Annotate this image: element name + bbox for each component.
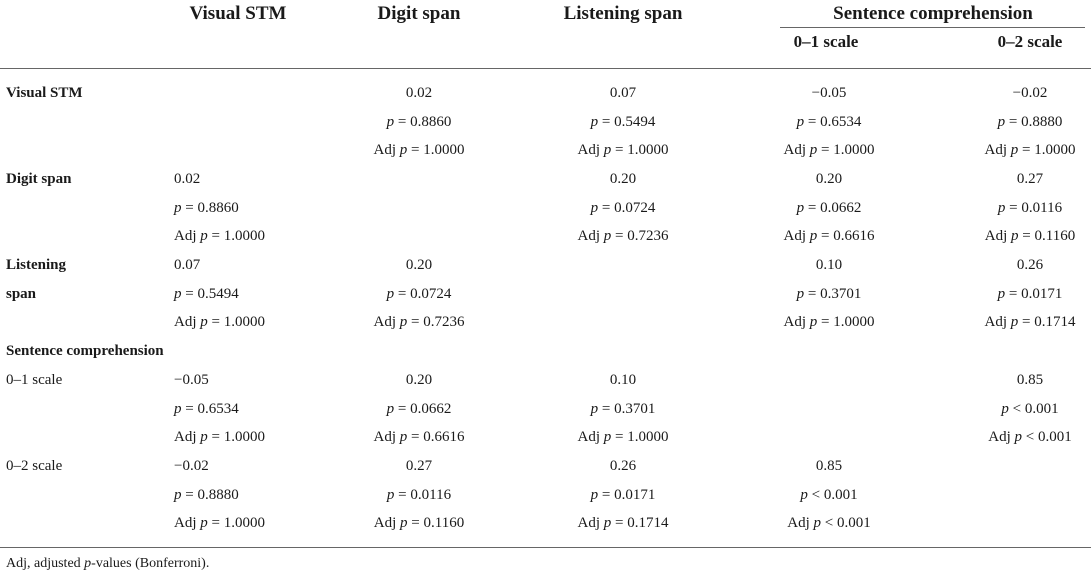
- p-operator: <: [1022, 429, 1038, 446]
- p-symbol: p: [997, 113, 1006, 130]
- p-operator: =: [181, 400, 198, 417]
- cell-coefficient: [406, 372, 432, 389]
- p-value: 0.8880: [197, 486, 239, 503]
- p-operator: =: [394, 113, 411, 130]
- p-symbol: p: [174, 400, 182, 417]
- cell-adjusted-p-value: [985, 142, 1076, 159]
- p-symbol: p: [399, 429, 408, 446]
- p-value: 0.0662: [410, 400, 452, 417]
- cell-p-value: [797, 286, 862, 303]
- p-symbol: p: [603, 228, 612, 245]
- coefficient-value: 0.85: [815, 458, 843, 474]
- row-label-visual-stm: Visual STM: [6, 85, 83, 101]
- p-symbol: p: [603, 515, 612, 532]
- p-operator: =: [207, 429, 224, 446]
- p-operator: =: [394, 486, 411, 503]
- p-operator: <: [821, 515, 837, 532]
- subheader-0-1-scale: 0–1 scale: [793, 32, 859, 51]
- adjusted-p-value: 0.001: [1037, 429, 1072, 446]
- coefficient-value: −0.05: [174, 372, 209, 388]
- cell-coefficient: [406, 458, 432, 475]
- adjusted-p-value: 1.0000: [1034, 142, 1076, 159]
- coefficient-value: 0.10: [815, 257, 843, 273]
- cell-coefficient: [816, 257, 842, 274]
- p-symbol: p: [590, 113, 599, 130]
- cell-adjusted-p-value: [578, 515, 669, 532]
- adj-prefix: Adj: [984, 228, 1012, 245]
- coefficient-value: 0.02: [405, 85, 433, 101]
- p-value: 0.6534: [820, 113, 862, 130]
- p-operator: =: [598, 113, 615, 130]
- p-operator: =: [1018, 142, 1035, 159]
- p-operator: =: [407, 429, 424, 446]
- p-symbol: p: [174, 285, 182, 302]
- p-symbol: p: [200, 515, 208, 532]
- adj-prefix: Adj: [174, 515, 201, 532]
- subheader-0-2-scale: 0–2 scale: [997, 32, 1063, 51]
- adjusted-p-value: 1.0000: [223, 515, 265, 532]
- adj-prefix: Adj: [783, 314, 810, 331]
- p-operator: =: [1018, 228, 1035, 245]
- adjusted-p-value: 1.0000: [627, 142, 669, 159]
- adjusted-p-value: 1.0000: [223, 314, 265, 331]
- p-symbol: p: [590, 486, 599, 503]
- header-listening-span: Listening span: [563, 3, 683, 24]
- cell-adjusted-p-value: [578, 228, 669, 245]
- adjusted-p-value: 0.1160: [1034, 228, 1076, 245]
- adjusted-p-value: 0.1160: [423, 515, 465, 532]
- p-symbol: p: [399, 314, 408, 331]
- cell-coefficient: [174, 171, 200, 188]
- cell-coefficient: [1017, 171, 1043, 188]
- p-symbol: p: [399, 142, 408, 159]
- p-value: 0.5494: [197, 285, 239, 302]
- adj-prefix: Adj: [577, 228, 604, 245]
- p-symbol: p: [796, 285, 805, 302]
- row-label-sentence-comprehension: Sentence comprehension: [6, 343, 164, 359]
- p-operator: =: [407, 142, 424, 159]
- p-operator: <: [1008, 400, 1025, 417]
- cell-coefficient: [406, 257, 432, 274]
- coefficient-value: 0.20: [405, 257, 433, 273]
- p-value: 0.001: [1024, 400, 1059, 417]
- p-operator: =: [181, 486, 198, 503]
- adj-prefix: Adj: [783, 228, 810, 245]
- cell-p-value: [387, 286, 452, 303]
- p-symbol: p: [796, 113, 805, 130]
- coefficient-value: 0.20: [815, 171, 843, 187]
- p-symbol: p: [1010, 314, 1019, 331]
- p-operator: =: [804, 285, 821, 302]
- adjusted-p-value: 0.6616: [423, 429, 465, 446]
- p-operator: =: [181, 199, 198, 216]
- header-digit-span: Digit span: [377, 3, 461, 24]
- p-symbol: p: [1014, 429, 1023, 446]
- cell-coefficient: [610, 85, 636, 102]
- cell-adjusted-p-value: [784, 142, 875, 159]
- cell-adjusted-p-value: [174, 228, 265, 245]
- p-value: 0.8860: [197, 199, 239, 216]
- p-operator: =: [181, 285, 198, 302]
- p-value: 0.0171: [614, 486, 656, 503]
- adjusted-p-value: 0.1714: [627, 515, 669, 532]
- p-operator: =: [407, 515, 424, 532]
- adj-prefix: Adj: [577, 429, 604, 446]
- cell-adjusted-p-value: [174, 429, 265, 446]
- coefficient-value: −0.02: [1012, 85, 1048, 101]
- p-symbol: p: [813, 515, 822, 532]
- p-symbol: p: [386, 285, 395, 302]
- p-symbol: p: [997, 199, 1006, 216]
- adj-prefix: Adj: [174, 314, 201, 331]
- p-operator: =: [598, 400, 615, 417]
- adj-prefix: Adj: [373, 515, 401, 532]
- coefficient-value: −0.02: [174, 458, 209, 474]
- adjusted-p-value: 0.1714: [1034, 314, 1076, 331]
- p-value: 0.0171: [1021, 285, 1063, 302]
- coefficient-value: 0.07: [174, 257, 201, 273]
- cell-adjusted-p-value: [985, 228, 1075, 245]
- adj-prefix: Adj: [174, 429, 201, 446]
- cell-coefficient: [816, 458, 842, 475]
- p-operator: =: [804, 199, 821, 216]
- p-operator: =: [394, 285, 411, 302]
- cell-p-value: [998, 286, 1063, 303]
- cell-adjusted-p-value: [374, 142, 465, 159]
- cell-adjusted-p-value: [374, 314, 465, 331]
- cell-p-value: [800, 487, 857, 504]
- p-symbol: p: [386, 113, 395, 130]
- row-label-0-2-scale: 0–2 scale: [6, 458, 63, 474]
- p-operator: =: [1018, 314, 1035, 331]
- header-sentence-comprehension: Sentence comprehension: [833, 3, 1033, 24]
- p-operator: =: [1005, 199, 1022, 216]
- p-value: 0.0724: [410, 285, 452, 302]
- cell-coefficient: [406, 85, 432, 102]
- p-operator: =: [207, 228, 224, 245]
- cell-p-value: [998, 114, 1063, 131]
- cell-p-value: [174, 487, 239, 504]
- p-symbol: p: [809, 228, 818, 245]
- coefficient-value: 0.07: [609, 85, 637, 101]
- p-value: 0.3701: [820, 285, 862, 302]
- adjusted-p-value: 1.0000: [223, 228, 265, 245]
- p-operator: =: [207, 515, 224, 532]
- p-symbol: p: [800, 486, 808, 503]
- cell-p-value: [387, 114, 452, 131]
- adjusted-p-value: 1.0000: [833, 142, 875, 159]
- adjusted-p-value: 0.7236: [423, 314, 465, 331]
- table-footnote: [6, 556, 209, 572]
- cell-adjusted-p-value: [578, 429, 669, 446]
- adj-prefix: Adj: [984, 142, 1011, 159]
- p-symbol: p: [809, 142, 818, 159]
- p-symbol: p: [796, 199, 805, 216]
- p-value: 0.0724: [614, 199, 656, 216]
- p-symbol: p: [174, 486, 182, 503]
- p-operator: =: [817, 228, 834, 245]
- cell-p-value: [591, 401, 656, 418]
- adj-prefix: Adj: [783, 142, 810, 159]
- p-symbol: p: [386, 486, 395, 503]
- adj-prefix: Adj: [988, 429, 1015, 446]
- cell-p-value: [591, 487, 656, 504]
- p-operator: =: [817, 314, 834, 331]
- p-value: 0.0116: [410, 486, 452, 503]
- header-span-rule: [780, 27, 1085, 28]
- p-operator: =: [1005, 285, 1022, 302]
- cell-adjusted-p-value: [578, 142, 669, 159]
- cell-coefficient: [1013, 85, 1048, 102]
- cell-coefficient: [812, 85, 847, 102]
- p-operator: =: [598, 199, 615, 216]
- p-symbol: p: [809, 314, 818, 331]
- cell-p-value: [174, 401, 239, 418]
- p-operator: =: [804, 113, 821, 130]
- p-symbol: p: [1011, 228, 1019, 245]
- cell-coefficient: [1017, 372, 1043, 389]
- adjusted-p-value: 0.001: [836, 515, 871, 532]
- cell-adjusted-p-value: [784, 314, 875, 331]
- cell-p-value: [174, 200, 239, 217]
- coefficient-value: 0.27: [405, 458, 433, 474]
- cell-adjusted-p-value: [174, 314, 265, 331]
- coefficient-value: 0.27: [1016, 171, 1044, 187]
- p-symbol: p: [603, 142, 612, 159]
- adj-prefix: Adj: [787, 515, 814, 532]
- p-symbol: p: [1010, 142, 1019, 159]
- adjusted-p-value: 1.0000: [833, 314, 875, 331]
- adjusted-p-value: 0.6616: [833, 228, 875, 245]
- cell-coefficient: [610, 458, 636, 475]
- adj-prefix: Adj: [373, 314, 400, 331]
- p-value: 0.8860: [410, 113, 452, 130]
- cell-p-value: [591, 114, 656, 131]
- cell-adjusted-p-value: [988, 429, 1071, 446]
- p-operator: =: [611, 429, 628, 446]
- p-operator: =: [611, 142, 628, 159]
- coefficient-value: 0.02: [174, 171, 201, 187]
- footnote-pre: Adj, adjusted: [6, 556, 85, 571]
- p-operator: =: [611, 228, 628, 245]
- coefficient-value: 0.10: [609, 372, 637, 388]
- footnote-p: p: [84, 556, 92, 571]
- cell-p-value: [591, 200, 656, 217]
- cell-coefficient: [816, 171, 842, 188]
- p-symbol: p: [200, 429, 208, 446]
- p-symbol: p: [200, 228, 208, 245]
- coefficient-value: 0.20: [405, 372, 433, 388]
- cell-coefficient: [174, 257, 200, 274]
- p-operator: =: [394, 400, 411, 417]
- adj-prefix: Adj: [577, 515, 604, 532]
- cell-adjusted-p-value: [374, 429, 465, 446]
- cell-p-value: [387, 401, 452, 418]
- p-symbol: p: [386, 400, 395, 417]
- adj-prefix: Adj: [373, 429, 400, 446]
- p-operator: =: [407, 314, 424, 331]
- p-operator: =: [1005, 113, 1022, 130]
- cell-adjusted-p-value: [787, 515, 870, 532]
- cell-coefficient: [1017, 257, 1043, 274]
- p-value: 0.6534: [197, 400, 239, 417]
- adjusted-p-value: 1.0000: [423, 142, 465, 159]
- coefficient-value: 0.26: [609, 458, 637, 474]
- coefficient-value: 0.85: [1016, 372, 1044, 388]
- header-bottom-rule: [0, 68, 1091, 69]
- cell-p-value: [797, 114, 862, 131]
- p-symbol: p: [400, 515, 408, 532]
- row-label-digit-span: Digit span: [6, 171, 72, 187]
- p-operator: =: [598, 486, 615, 503]
- coefficient-value: 0.20: [609, 171, 637, 187]
- cell-coefficient: [174, 372, 209, 389]
- p-value: 0.0662: [820, 199, 862, 216]
- cell-p-value: [797, 200, 862, 217]
- adj-prefix: Adj: [174, 228, 201, 245]
- adj-prefix: Adj: [984, 314, 1011, 331]
- cell-p-value: [387, 487, 451, 504]
- cell-p-value: [998, 200, 1062, 217]
- cell-coefficient: [610, 171, 636, 188]
- footnote-post: -values (Bonferroni).: [91, 556, 210, 571]
- adjusted-p-value: 0.7236: [627, 228, 669, 245]
- cell-coefficient: [610, 372, 636, 389]
- p-operator: =: [817, 142, 834, 159]
- p-value: 0.3701: [614, 400, 656, 417]
- adj-prefix: Adj: [577, 142, 604, 159]
- header-visual-stm: Visual STM: [189, 3, 287, 24]
- p-symbol: p: [200, 314, 208, 331]
- p-symbol: p: [590, 199, 599, 216]
- row-label-0-1-scale: 0–1 scale: [6, 372, 63, 388]
- adjusted-p-value: 1.0000: [627, 429, 669, 446]
- row-label-listening: Listening: [6, 257, 67, 273]
- cell-p-value: [1001, 401, 1058, 418]
- coefficient-value: −0.05: [811, 85, 847, 101]
- p-symbol: p: [1001, 400, 1009, 417]
- p-operator: <: [807, 486, 824, 503]
- adj-prefix: Adj: [373, 142, 400, 159]
- p-symbol: p: [603, 429, 612, 446]
- p-value: 0.0116: [1021, 199, 1063, 216]
- cell-adjusted-p-value: [784, 228, 875, 245]
- cell-p-value: [174, 286, 239, 303]
- p-value: 0.5494: [614, 113, 656, 130]
- cell-coefficient: [174, 458, 209, 475]
- cell-adjusted-p-value: [374, 515, 464, 532]
- p-value: 0.001: [823, 486, 858, 503]
- adjusted-p-value: 1.0000: [223, 429, 265, 446]
- coefficient-value: 0.26: [1016, 257, 1044, 273]
- cell-adjusted-p-value: [174, 515, 265, 532]
- row-label-span: span: [6, 286, 37, 302]
- table-bottom-rule: [0, 547, 1091, 548]
- p-symbol: p: [174, 199, 182, 216]
- p-symbol: p: [997, 285, 1006, 302]
- cell-adjusted-p-value: [985, 314, 1076, 331]
- p-symbol: p: [590, 400, 599, 417]
- p-operator: =: [207, 314, 224, 331]
- p-operator: =: [611, 515, 628, 532]
- p-value: 0.8880: [1021, 113, 1063, 130]
